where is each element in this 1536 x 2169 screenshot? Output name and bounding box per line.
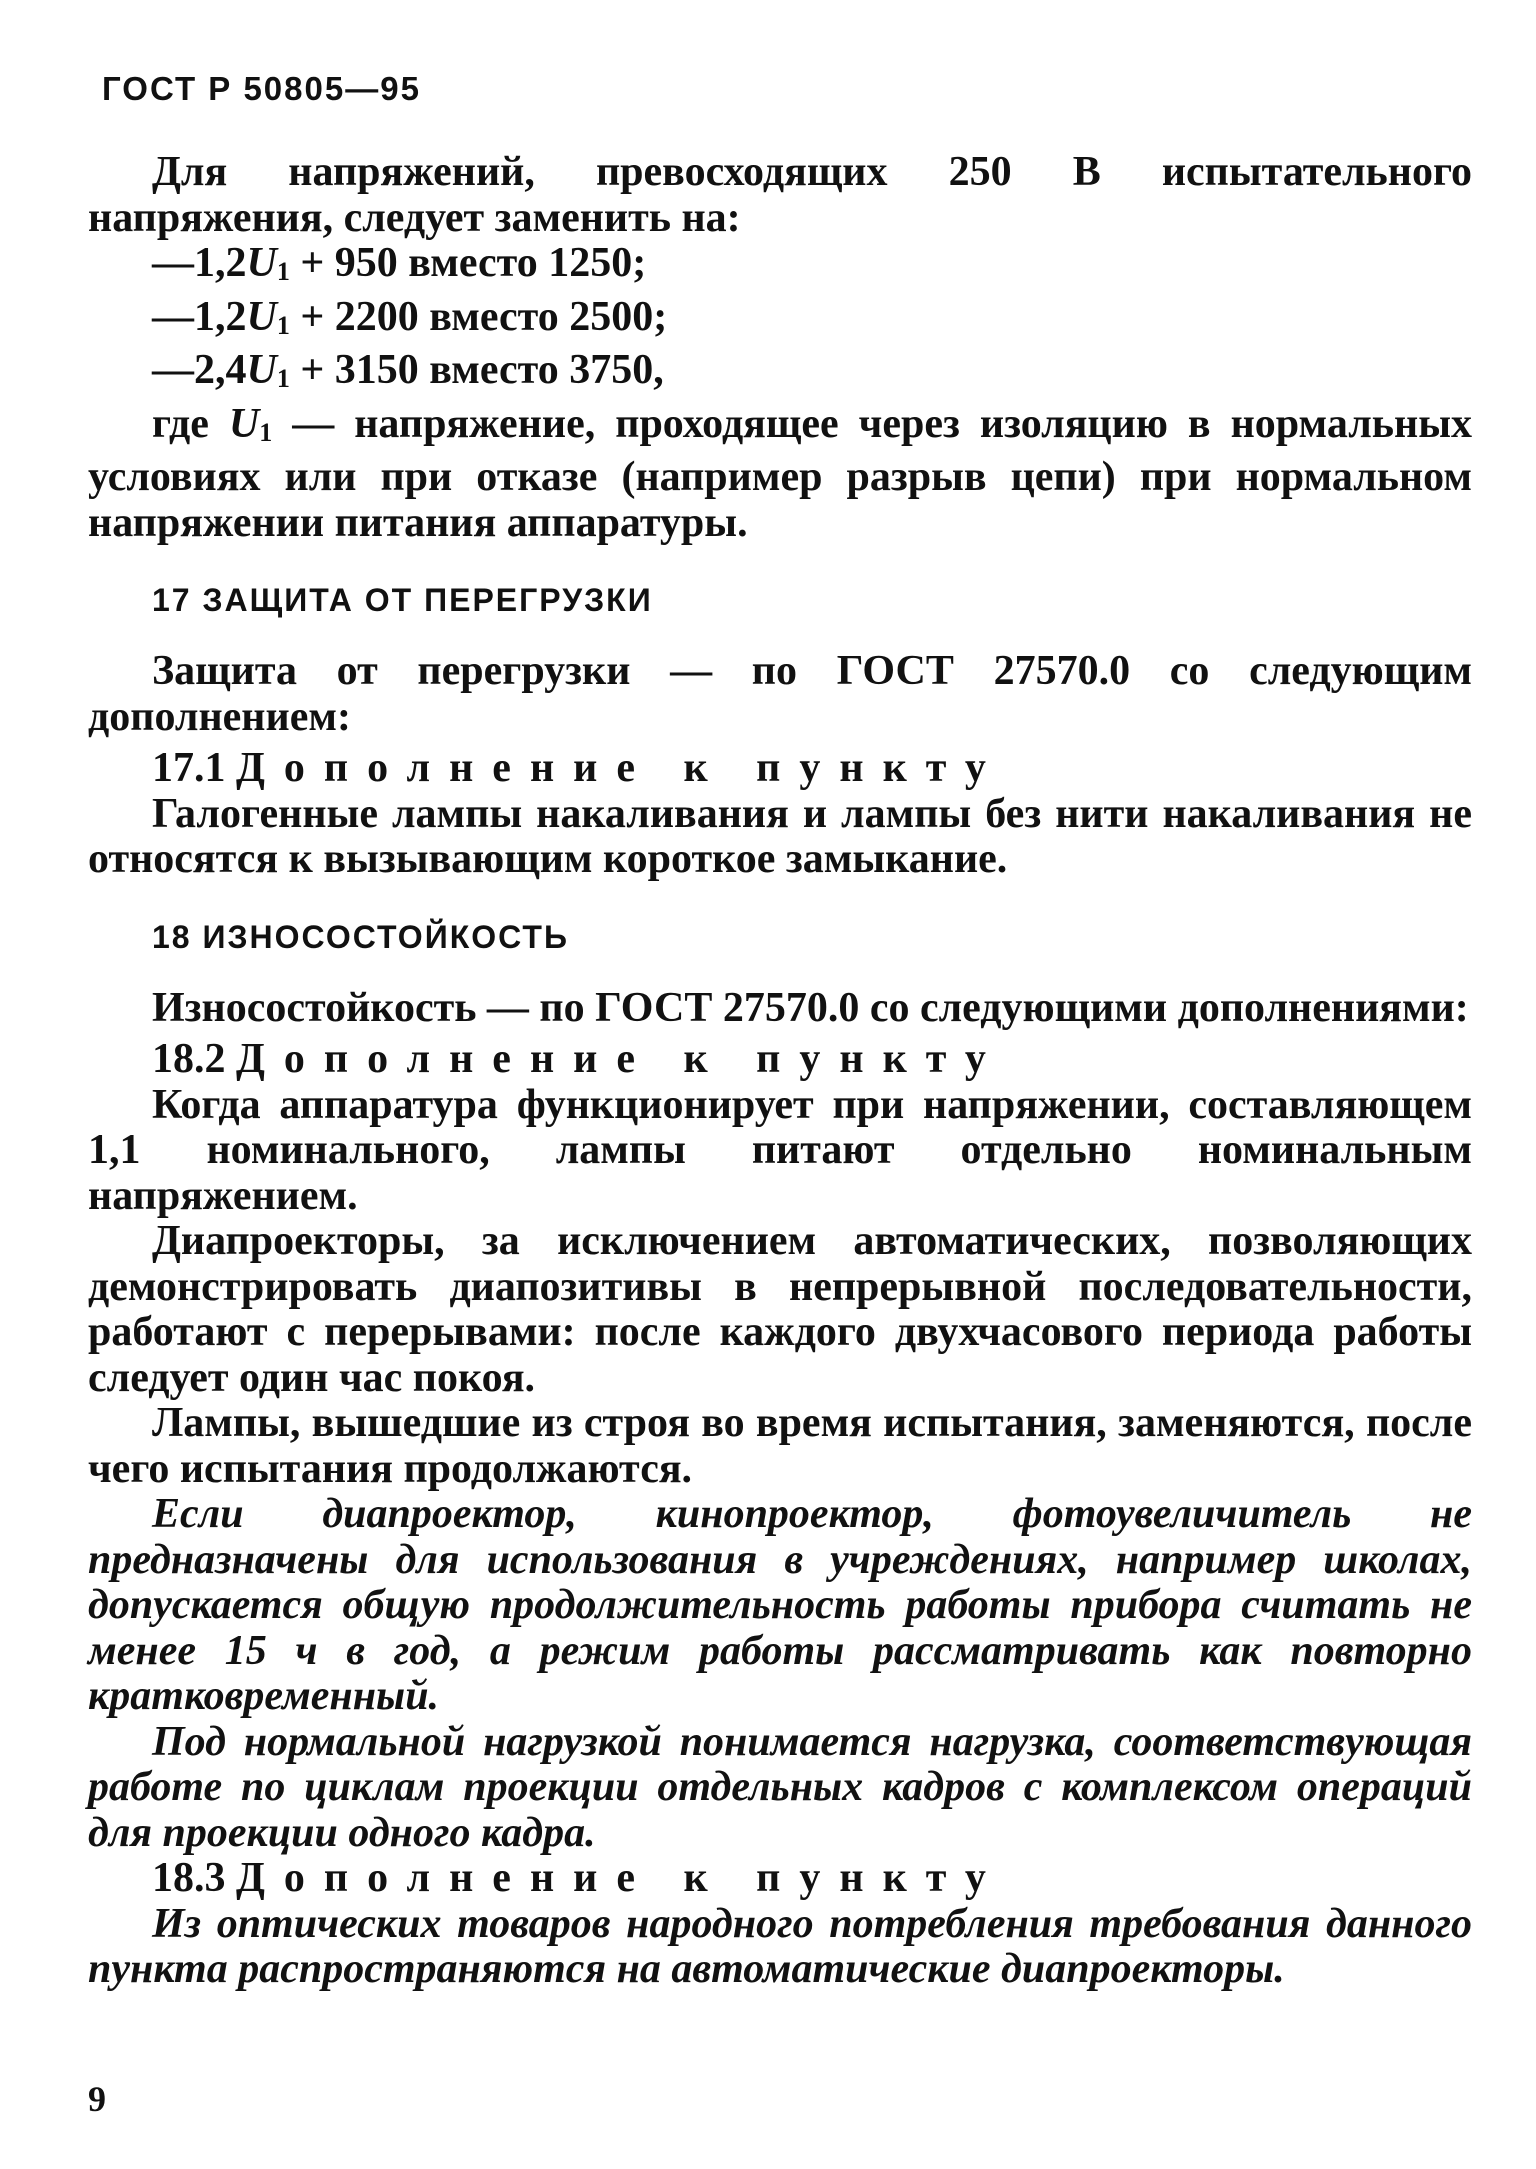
- clause-17-1-heading: 17.1 Дополнение к пункту: [152, 745, 1005, 791]
- clause-18-3-heading: 18.3 Дополнение к пункту: [152, 1855, 1005, 1901]
- where-paragraph: где U1 — напряжение, проходящее через изоляцию в нормальных условиях или при отказе (например разрыв цепи) при нормальном напряжении питания аппаратуры.: [88, 400, 1472, 546]
- document-page: [88, 70, 1472, 2120]
- section-17-text: Защита от перегрузки — по ГОСТ 27570.0 со следующим дополнением:: [88, 648, 1472, 740]
- section-18-title: 18 ИЗНОСОСТОЙКОСТЬ: [152, 918, 569, 955]
- clause-18-3-italic-paragraph: Из оптических товаров народного потребления требования данного пункта распространяются на автоматические диапроекторы.: [88, 1900, 1472, 1992]
- clause-17-1-text: Галогенные лампы накаливания и лампы без нити накаливания не относятся к вызывающим короткое замыкание.: [88, 790, 1472, 882]
- formula-line: —1,2U1 + 2200 вместо 2500;: [152, 293, 668, 340]
- intro-paragraph: Для напряжений, превосходящих 250 В испытательного напряжения, следует заменить на:: [88, 149, 1472, 241]
- page-number: 9: [88, 2079, 106, 2119]
- clause-18-2-heading: 18.2 Дополнение к пункту: [152, 1036, 1005, 1082]
- clause-18-2-paragraph: Диапроекторы, за исключением автоматических, позволяющих демонстрировать диапозитивы в непрерывной последовательности, работают с перерывами: после каждого двухчасового периода работы следует один час покоя.: [88, 1218, 1472, 1401]
- formula-line: —1,2U1 + 950 вместо 1250;: [152, 240, 647, 286]
- document-header: ГОСТ Р 50805—95: [102, 70, 421, 107]
- section-17-title: 17 ЗАЩИТА ОТ ПЕРЕГРУЗКИ: [152, 582, 653, 618]
- clause-18-2-italic-paragraph: Если диапроектор, кинопроектор, фотоувеличитель не предназначены для использования в учреждениях, например школах, допускается общую продолжительность работы прибора считать не менее 15 ч в год, а режим работы рассматривать как повторно кратковременный.: [88, 1491, 1472, 1719]
- clause-18-2-italic-paragraph: Под нормальной нагрузкой понимается нагрузка, соответствующая работе по циклам проекции отдельных кадров с комплексом операций для проекции одного кадра.: [88, 1718, 1472, 1856]
- formula-line: —2,4U1 + 3150 вместо 3750,: [152, 347, 664, 393]
- section-18-text: Износостойкость — по ГОСТ 27570.0 со следующими дополнениями:: [152, 984, 1469, 1031]
- clause-18-2-paragraph: Лампы, вышедшие из строя во время испытания, заменяются, после чего испытания продолжаются.: [88, 1400, 1472, 1492]
- clause-18-2-paragraph: Когда аппаратура функционирует при напряжении, составляющем 1,1 номинального, лампы питают отдельно номинальным напряжением.: [88, 1081, 1472, 1219]
